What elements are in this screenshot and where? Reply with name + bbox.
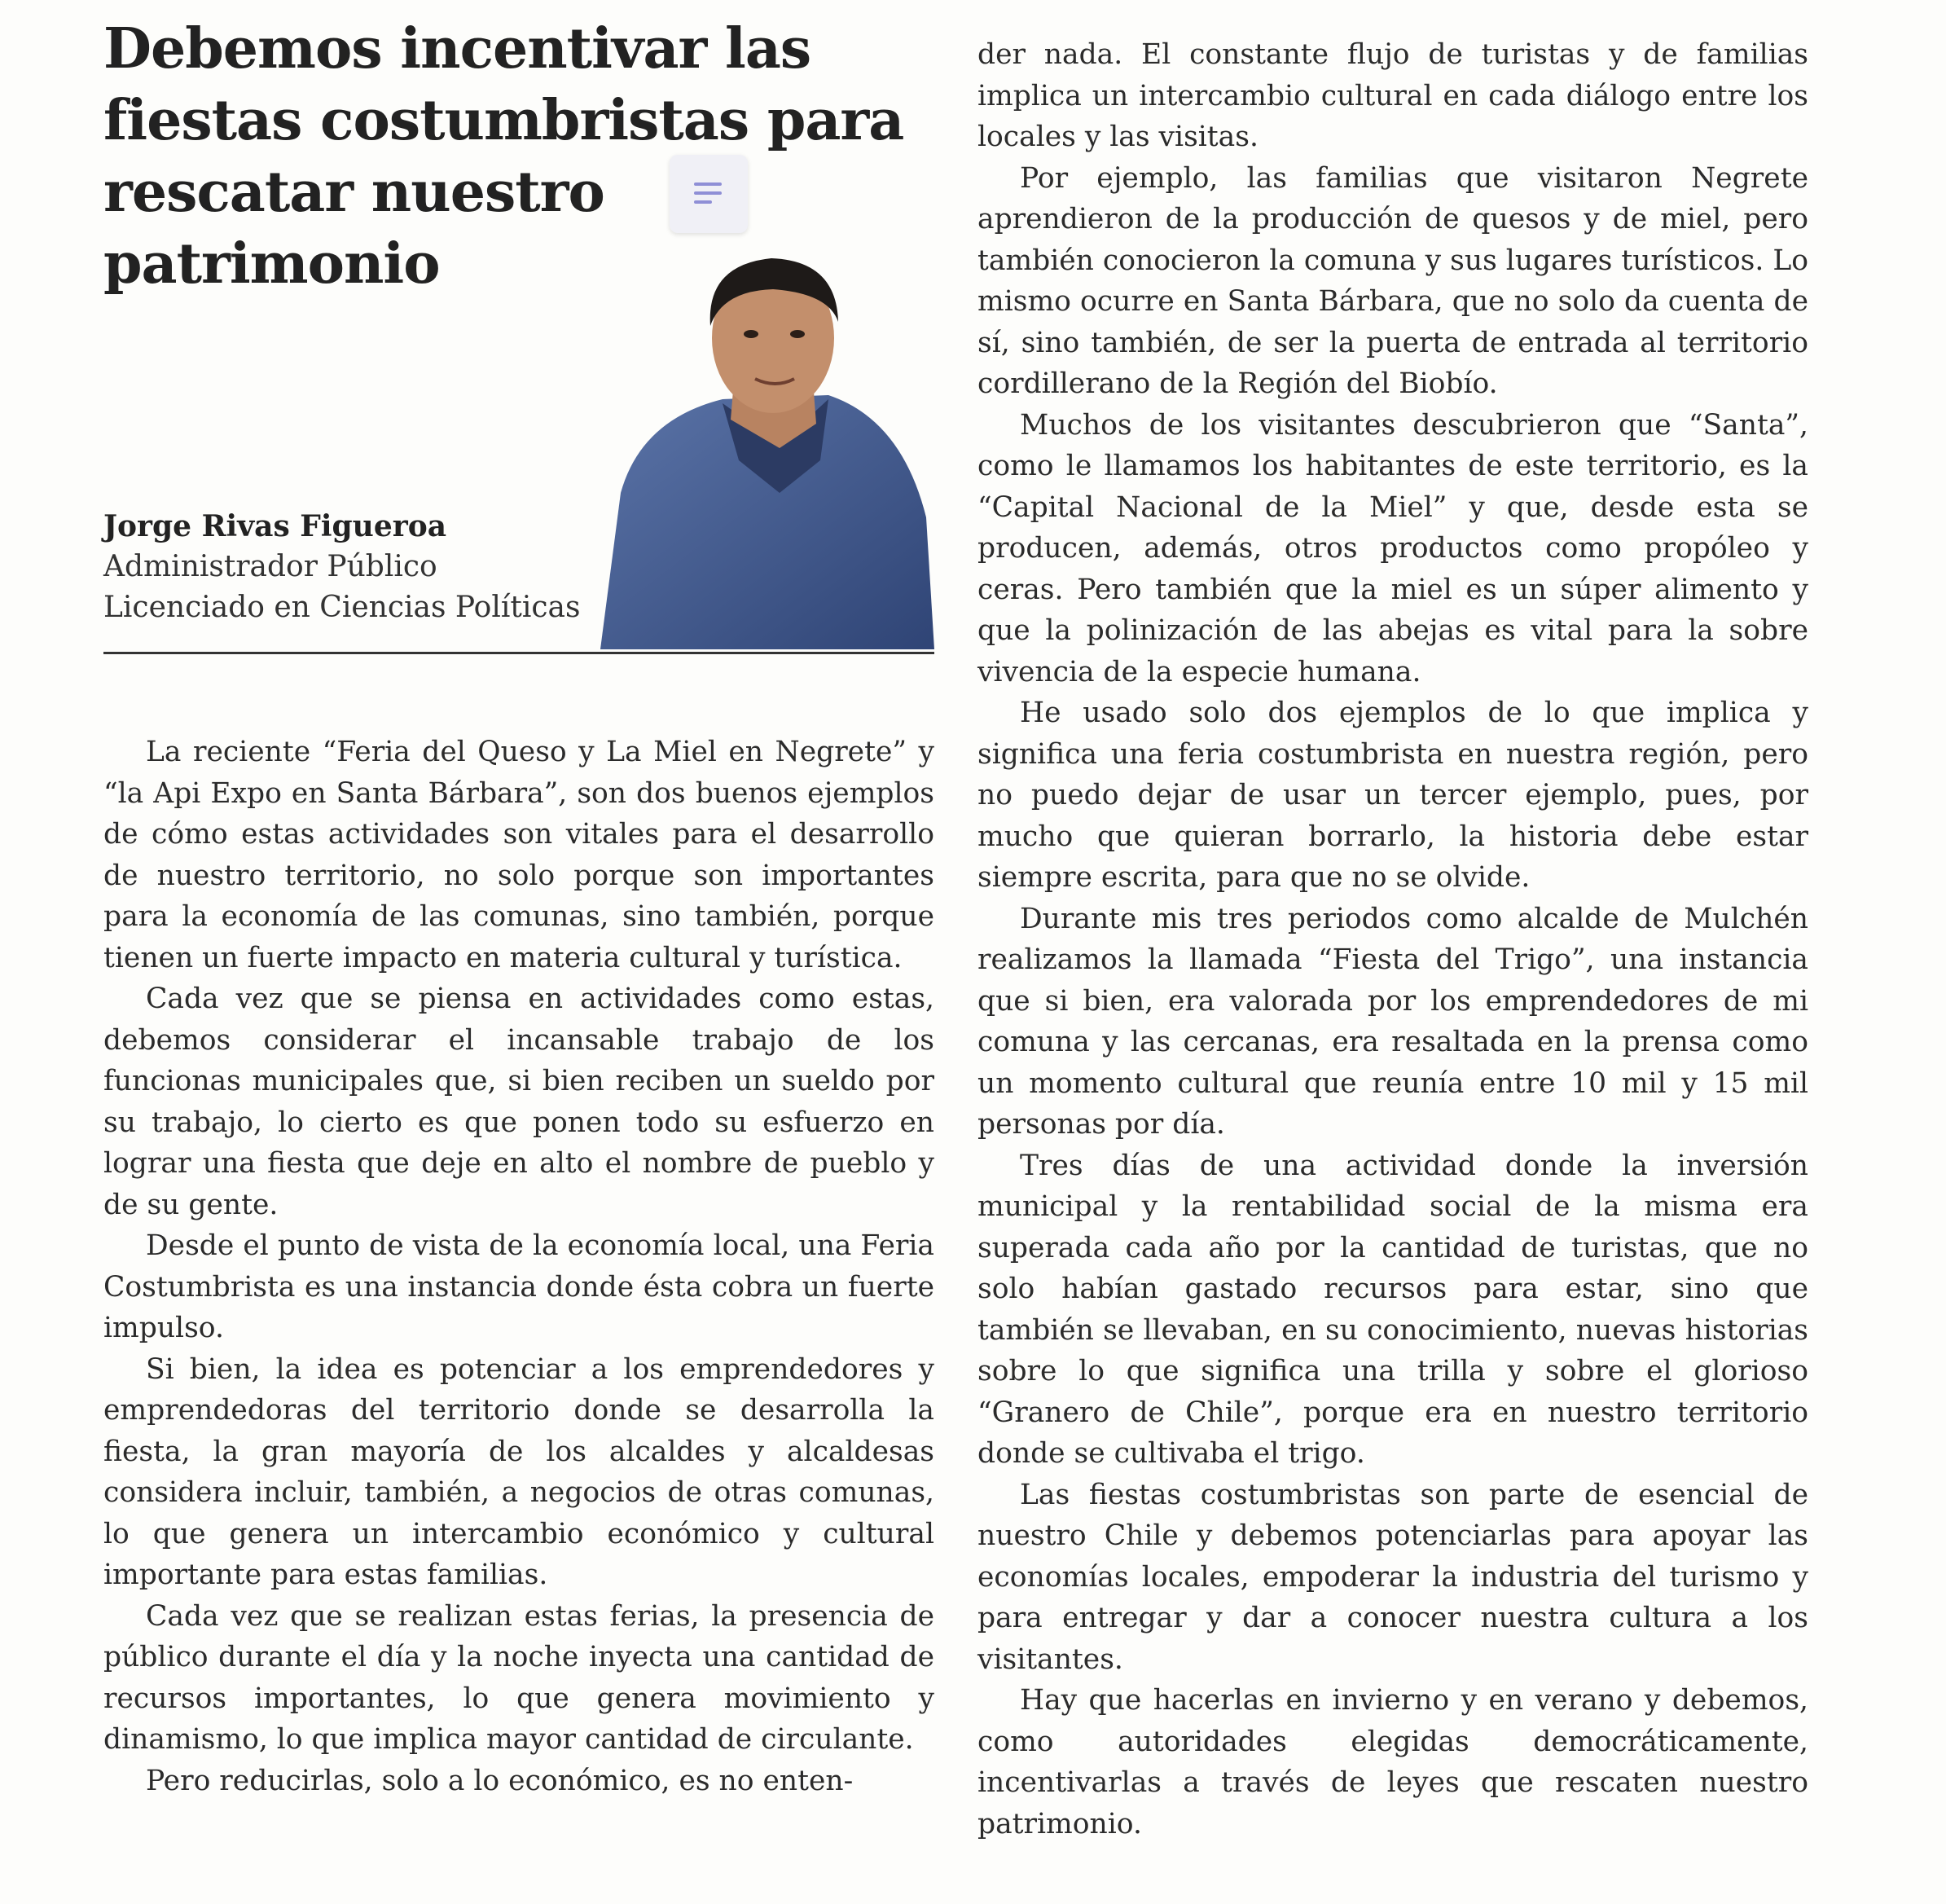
paragraph: Cada vez que se piensa en actividades como estas, debemos considerar el incansable trabajo de los funcionas municipales que, si bien reciben un sueldo por su trabajo, lo cierto es que ponen todo su esfuerzo en lograr una fiesta que deje en alto el nombre de pueblo y de su gente. xyxy=(103,983,934,1221)
paragraph: Tres días de una actividad donde la inversión municipal y la rentabilidad social de la misma era superada cada año por la cantidad de turistas, que no solo habían gastado recursos para estar, sino que también se llevaban, en su conocimiento, nuevas historias sobre lo que significa una trilla y sobre el glorioso “Granero de Chile”, porque era en nuestro territorio donde se cultivaba el trigo. xyxy=(977,1149,1808,1470)
paragraph: Desde el punto de vista de la economía local, una Feria Costumbrista es una instancia donde ésta cobra un fuerte impulso. xyxy=(103,1229,934,1344)
article-body-left-column xyxy=(103,732,934,1801)
author-box xyxy=(103,244,934,654)
paragraph: Hay que hacerlas en invierno y en verano y debemos, como autoridades elegidas democráticamente, incentivarlas a través de leyes que rescaten nuestro patrimonio. xyxy=(977,1684,1808,1840)
menu-button[interactable] xyxy=(670,155,748,233)
article-title: Debemos incentivar las fiestas costumbristas para rescatar nuestro patrimonio xyxy=(103,16,904,297)
author-role-2: Licenciado en Ciencias Políticas xyxy=(103,591,581,624)
paragraph: Muchos de los visitantes descubrieron que “Santa”, como le llamamos los habitantes de este territorio, es la “Capital Nacional de la Miel” y que, desde esta se producen, además, otros productos como propóleo y ceras. Pero también que la miel es un súper alimento y que la polinización de las abejas es vital para la sobre vivencia de la especie humana. xyxy=(977,408,1808,688)
author-role-1: Administrador Público xyxy=(103,550,437,583)
paragraph: Por ejemplo, las familias que visitaron Negrete aprendieron de la producción de quesos y de miel, pero también conocieron la comuna y sus lugares turísticos. Lo mismo ocurre en Santa Bárbara, que no solo da cuenta de sí, sino también, de ser la puerta de entrada al territorio cordillerano de la Región del Biobío. xyxy=(977,161,1808,400)
article-body-right-column xyxy=(977,34,1808,1845)
paragraph: Las fiestas costumbristas son parte de esencial de nuestro Chile y debemos potenciarlas para apoyar las economías locales, empoderar la industria del turismo y para entregar y dar a conocer nuestra cultura a los visitantes. xyxy=(977,1478,1808,1676)
paragraph: Cada vez que se realizan estas ferias, la presencia de público durante el día y la noche inyecta una cantidad de recursos importantes, lo que genera movimiento y dinamismo, lo que implica mayor cantidad de circulante. xyxy=(103,1599,934,1756)
paragraph: He usado solo dos ejemplos de lo que implica y significa una feria costumbrista en nuestra región, pero no puedo dejar de usar un tercer ejemplo, pues, por mucho que quieran borrarlo, la historia debe estar siempre escrita, para que no se olvide. xyxy=(977,697,1808,894)
paragraph: La reciente “Feria del Queso y La Miel en Negrete” y “la Api Expo en Santa Bárbara”, son dos buenos ejemplos de cómo estas actividades son vitales para el desarrollo de nuestro territorio, no solo porque son importantes para la economía de las comunas, sino también, porque tienen un fuerte impacto en materia cultural y turística. xyxy=(103,736,934,974)
author-name: Jorge Rivas Figueroa xyxy=(103,509,447,543)
paragraph: der nada. El constante flujo de turistas y de familias implica un intercambio cultural en cada diálogo entre los locales y las visitas. xyxy=(977,38,1808,153)
paragraph: Si bien, la idea es potenciar a los emprendedores y emprendedoras del territorio donde se desarrolla la fiesta, la gran mayoría de los alcaldes y alcaldesas considera incluir, también, a negocios de otras comunas, lo que genera un intercambio económico y cultural importante para estas familias. xyxy=(103,1352,934,1591)
paragraph: Pero reducirlas, solo a lo económico, es no enten- xyxy=(146,1764,854,1797)
author-portrait xyxy=(584,248,934,649)
menu-lines-icon xyxy=(689,178,728,210)
paragraph: Durante mis tres periodos como alcalde de Mulchén realizamos la llamada “Fiesta del Trigo”, una instancia que si bien, era valorada por los emprendedores de mi comuna y las cercanas, era resaltada en la prensa como un momento cultural que reunía entre 10 mil y 15 mil personas por día. xyxy=(977,902,1808,1141)
